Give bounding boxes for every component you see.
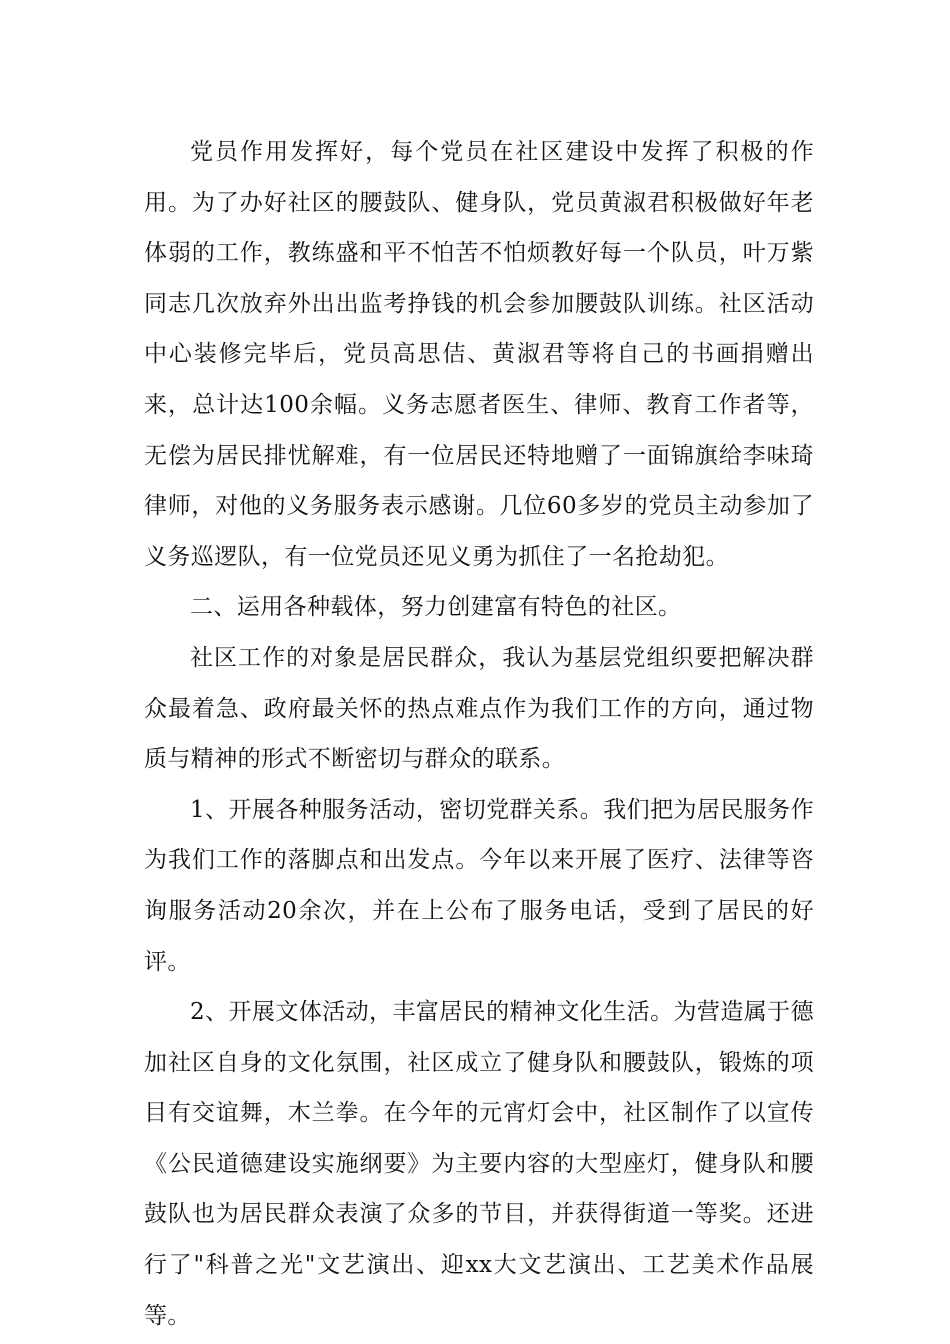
paragraph-community-work: 社区工作的对象是居民群众，我认为基层党组织要把解决群众最着急、政府最关怀的热点难点作为我们工作的方向，通过物质与精神的形式不断密切与群众的联系。: [144, 644, 814, 773]
section-heading-2: 二、运用各种载体，努力创建富有特色的社区。: [190, 594, 682, 621]
paragraph-service-activities: 1、开展各种服务活动，密切党群关系。我们把为居民服务作为我们工作的落脚点和出发点。今年以来开展了医疗、法律等咨询服务活动20余次，并在上公布了服务电话，受到了居民的好评。: [144, 796, 814, 975]
paragraph-cultural-activities: 2、开展文体活动，丰富居民的精神文化生活。为营造属于德加社区自身的文化氛围，社区成立了健身队和腰鼓队，锻炼的项目有交谊舞，木兰拳。在今年的元宵灯会中，社区制作了以宣传《公民道德建设实施纲要》为主要内容的大型座灯，健身队和腰鼓队也为居民群众表演了众多的节目，并获得街道一等奖。还进行了"科普之光"文艺演出、迎xx大文艺演出、工艺美术作品展等。: [144, 999, 814, 1329]
document-body: [144, 127, 814, 1341]
paragraph-party-members-role: 党员作用发挥好，每个党员在社区建设中发挥了积极的作用。为了办好社区的腰鼓队、健身队，党员黄淑君积极做好年老体弱的工作，教练盛和平不怕苦不怕烦教好每一个队员，叶万紫同志几次放弃外出出监考挣钱的机会参加腰鼓队训练。社区活动中心装修完毕后，党员高思佶、黄淑君等将自己的书画捐赠出来，总计达100余幅。义务志愿者医生、律师、教育工作者等，无偿为居民排忧解难，有一位居民还特地赠了一面锦旗给李味琦律师，对他的义务服务表示感谢。几位60多岁的党员主动参加了义务巡逻队，有一位党员还见义勇为抓住了一名抢劫犯。: [144, 139, 814, 570]
